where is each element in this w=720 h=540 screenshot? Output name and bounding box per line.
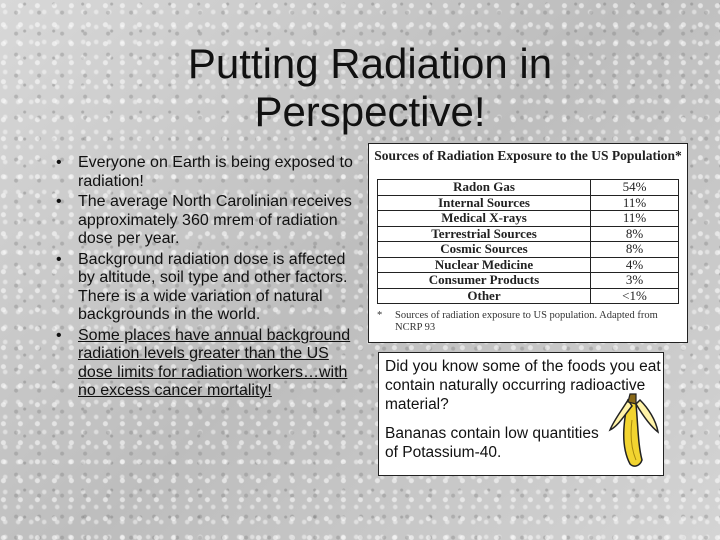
table-footnote <box>377 310 683 334</box>
percent-cell: 3% <box>591 273 679 289</box>
table-row <box>378 257 679 273</box>
footnote-marker: * <box>377 310 383 321</box>
fun-fact-question: Did you know some of the foods you eat contain naturally occurring radioactive material? <box>385 358 661 413</box>
table-row <box>378 180 679 196</box>
table-row <box>378 273 679 289</box>
radiation-sources-table-box <box>368 143 688 343</box>
table-row <box>378 211 679 227</box>
source-cell: Internal Sources <box>378 195 591 211</box>
source-cell: Terrestrial Sources <box>378 226 591 242</box>
source-cell: Radon Gas <box>378 180 591 196</box>
source-cell: Medical X-rays <box>378 211 591 227</box>
bullet-list <box>56 154 356 403</box>
source-cell: Other <box>378 288 591 304</box>
table-row <box>378 288 679 304</box>
percent-cell: 11% <box>591 195 679 211</box>
fun-fact-answer: Bananas contain low quantities of Potassium-40. <box>385 425 599 461</box>
slide-title: Putting Radiation in Perspective! <box>187 40 553 135</box>
table-title: Sources of Radiation Exposure to the US Population* <box>374 148 682 163</box>
percent-cell: 8% <box>591 226 679 242</box>
percent-cell: 4% <box>591 257 679 273</box>
source-cell: Nuclear Medicine <box>378 257 591 273</box>
bullet-item: • Everyone on Earth is being exposed to radiation! <box>56 154 356 191</box>
percent-cell: 8% <box>591 242 679 258</box>
footnote-text: Sources of radiation exposure to US population. Adapted from NCRP 93 <box>395 310 658 333</box>
bullet-item: • The average North Carolinian receives approximately 360 mrem of radiation dose per year. <box>56 193 356 249</box>
table-row <box>378 195 679 211</box>
percent-cell: <1% <box>591 288 679 304</box>
percent-cell: 54% <box>591 180 679 196</box>
bullet-item: • Some places have annual background radiation levels greater than the US dose limits for radiation workers…with no excess cancer mortality! <box>56 327 356 401</box>
table-row <box>378 242 679 258</box>
table-row <box>378 226 679 242</box>
percent-cell: 11% <box>591 211 679 227</box>
radiation-sources-table <box>377 179 679 304</box>
bullet-item: • Background radiation dose is affected by altitude, soil type and other factors. There is a wide variation of natural backgrounds in the world. <box>56 251 356 325</box>
source-cell: Cosmic Sources <box>378 242 591 258</box>
source-cell: Consumer Products <box>378 273 591 289</box>
banana-icon <box>606 390 664 470</box>
